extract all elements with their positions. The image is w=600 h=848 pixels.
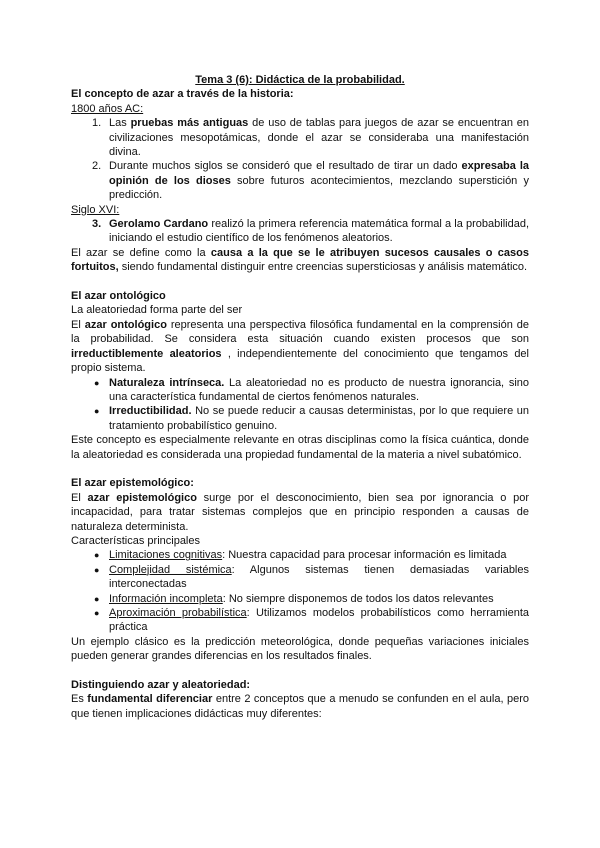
underlined-text: Limitaciones cognitivas [109, 549, 223, 562]
bold-text: Irreductibilidad. [109, 405, 192, 418]
text-run: El [71, 491, 88, 504]
text-run: realizó la primera referencia matemática formal a la probabilidad, iniciando el estudio científico de los fenómenos aleatorios. [109, 218, 529, 245]
section-heading [71, 678, 529, 692]
document-title [71, 73, 529, 87]
text-run: Las [109, 117, 131, 130]
bullet-marker: ● [94, 406, 100, 417]
text-run: : Nuestra capacidad para procesar información es limitada [222, 549, 507, 562]
text-run: : No siempre disponemos de todos los datos relevantes [222, 592, 494, 605]
text-run: Tema 3 (6): Didáctica de la probabilidad. [195, 74, 405, 86]
text-run: sobre futuros acontecimientos, mezclando superstición y predicción. [109, 174, 529, 202]
section-heading [71, 87, 529, 101]
text-run: No se puede reducir a causas deterministas, por lo que requiere un tratamiento probabilístico genuino. [109, 405, 529, 432]
section-heading [71, 289, 529, 303]
bullet-item [71, 563, 529, 592]
bullet-marker: ● [94, 564, 100, 575]
bold-text: azar ontológico [84, 318, 167, 331]
list-number: 3. [92, 218, 102, 231]
bold-text: expresaba la opinión de los dioses [109, 160, 530, 187]
bold-text: azar epistemológico [87, 491, 197, 504]
spacer [71, 462, 529, 476]
text-run: El azar ontológico [71, 290, 166, 303]
underlined-text: Información incompleta [109, 592, 223, 605]
text-run: : Utilizamos modelos probabilísticos como herramienta práctica [109, 607, 529, 634]
bold-text: irreductiblemente aleatorios [71, 347, 222, 360]
paragraph [71, 433, 529, 462]
text-run: surge por el desconocimiento, bien sea por ignorancia o por incapacidad, para tratar sistemas complejos que en principio responden a causas de naturaleza determinista. [71, 491, 529, 533]
text-run: El [71, 318, 85, 331]
numbered-item [71, 116, 529, 159]
spacer [71, 664, 529, 678]
text-run: Durante muchos siglos se consideró que el resultado de tirar un dado [109, 160, 462, 173]
underlined-text: Complejidad sistémica [109, 563, 232, 576]
paragraph [71, 692, 529, 721]
text-run: Características principales [71, 534, 200, 547]
text-run: El concepto de azar a través de la historia: [71, 88, 294, 101]
text-run: siendo fundamental distinguir entre creencias supersticiosas y análisis matemático. [118, 261, 528, 274]
paragraph [71, 491, 529, 534]
bullet-item [71, 606, 529, 635]
text-run: El azar epistemológico: [71, 477, 194, 490]
text-run: Es [71, 693, 88, 706]
bullet-item [71, 592, 529, 606]
bullet-item [71, 548, 529, 562]
spacer [71, 275, 529, 289]
text-run: entre 2 conceptos que a menudo se confunden en el aula, pero que tienen implicaciones didácticas muy diferentes: [71, 693, 529, 720]
list-number: 1. [92, 117, 102, 130]
bold-text: pruebas más antiguas [130, 117, 249, 130]
paragraph [71, 534, 529, 548]
text-run: El azar se define como la [71, 246, 211, 259]
underlined-text: Aproximación probabilística [109, 607, 247, 619]
numbered-item [71, 159, 529, 202]
text-run: La aleatoriedad no es producto de nuestra ignorancia, sino una característica fundamental de ciertos fenómenos naturales. [109, 376, 529, 403]
text-run: La aleatoriedad forma parte del ser [71, 304, 243, 317]
bullet-item [71, 376, 529, 405]
subheading [71, 102, 529, 116]
bullet-marker: ● [94, 550, 100, 561]
text-run: Siglo XVI: [71, 203, 120, 216]
document-page [71, 73, 529, 721]
text-run: : Algunos sistemas tienen demasiadas variables interconectadas [109, 563, 529, 591]
paragraph [71, 318, 529, 376]
bold-text: causa a la que se le atribuyen sucesos causales o casos fortuitos, [71, 246, 529, 274]
text-run: representa una perspectiva filosófica fundamental en la comprensión de la probabilidad. Se considera esta situación cuando existen procesos que son [71, 318, 530, 346]
numbered-item [71, 217, 529, 246]
list-number: 2. [92, 160, 102, 173]
text-run: de uso de tablas para juegos de azar se encuentran en civilizaciones mesopotámicas, donde el azar se consideraba una manifestación divina. [109, 117, 530, 159]
bullet-item [71, 404, 529, 433]
bold-text: Gerolamo Cardano [109, 218, 209, 231]
text-run: Un ejemplo clásico es la predicción meteorológica, donde pequeñas variaciones iniciales pueden generar grandes diferencias en los resultados finales. [71, 635, 529, 663]
bold-text: fundamental diferenciar [87, 693, 213, 706]
paragraph [71, 635, 529, 664]
text-run: Distinguiendo azar y aleatoriedad: [71, 679, 251, 692]
bullet-marker: ● [94, 608, 100, 618]
paragraph [71, 246, 529, 275]
text-run: , independientemente del conocimiento que tengamos del propio sistema. [71, 347, 529, 375]
bold-text: Naturaleza intrínseca. [109, 376, 225, 389]
subheading [71, 203, 529, 217]
bullet-marker: ● [94, 593, 100, 604]
section-heading [71, 476, 529, 490]
bullet-marker: ● [94, 377, 100, 388]
paragraph [71, 303, 529, 317]
text-run: Este concepto es especialmente relevante en otras disciplinas como la física cuántica, donde la aleatoriedad es considerada una propiedad fundamental de la materia a nivel subatómico. [71, 434, 529, 461]
text-run: 1800 años AC: [71, 102, 144, 115]
